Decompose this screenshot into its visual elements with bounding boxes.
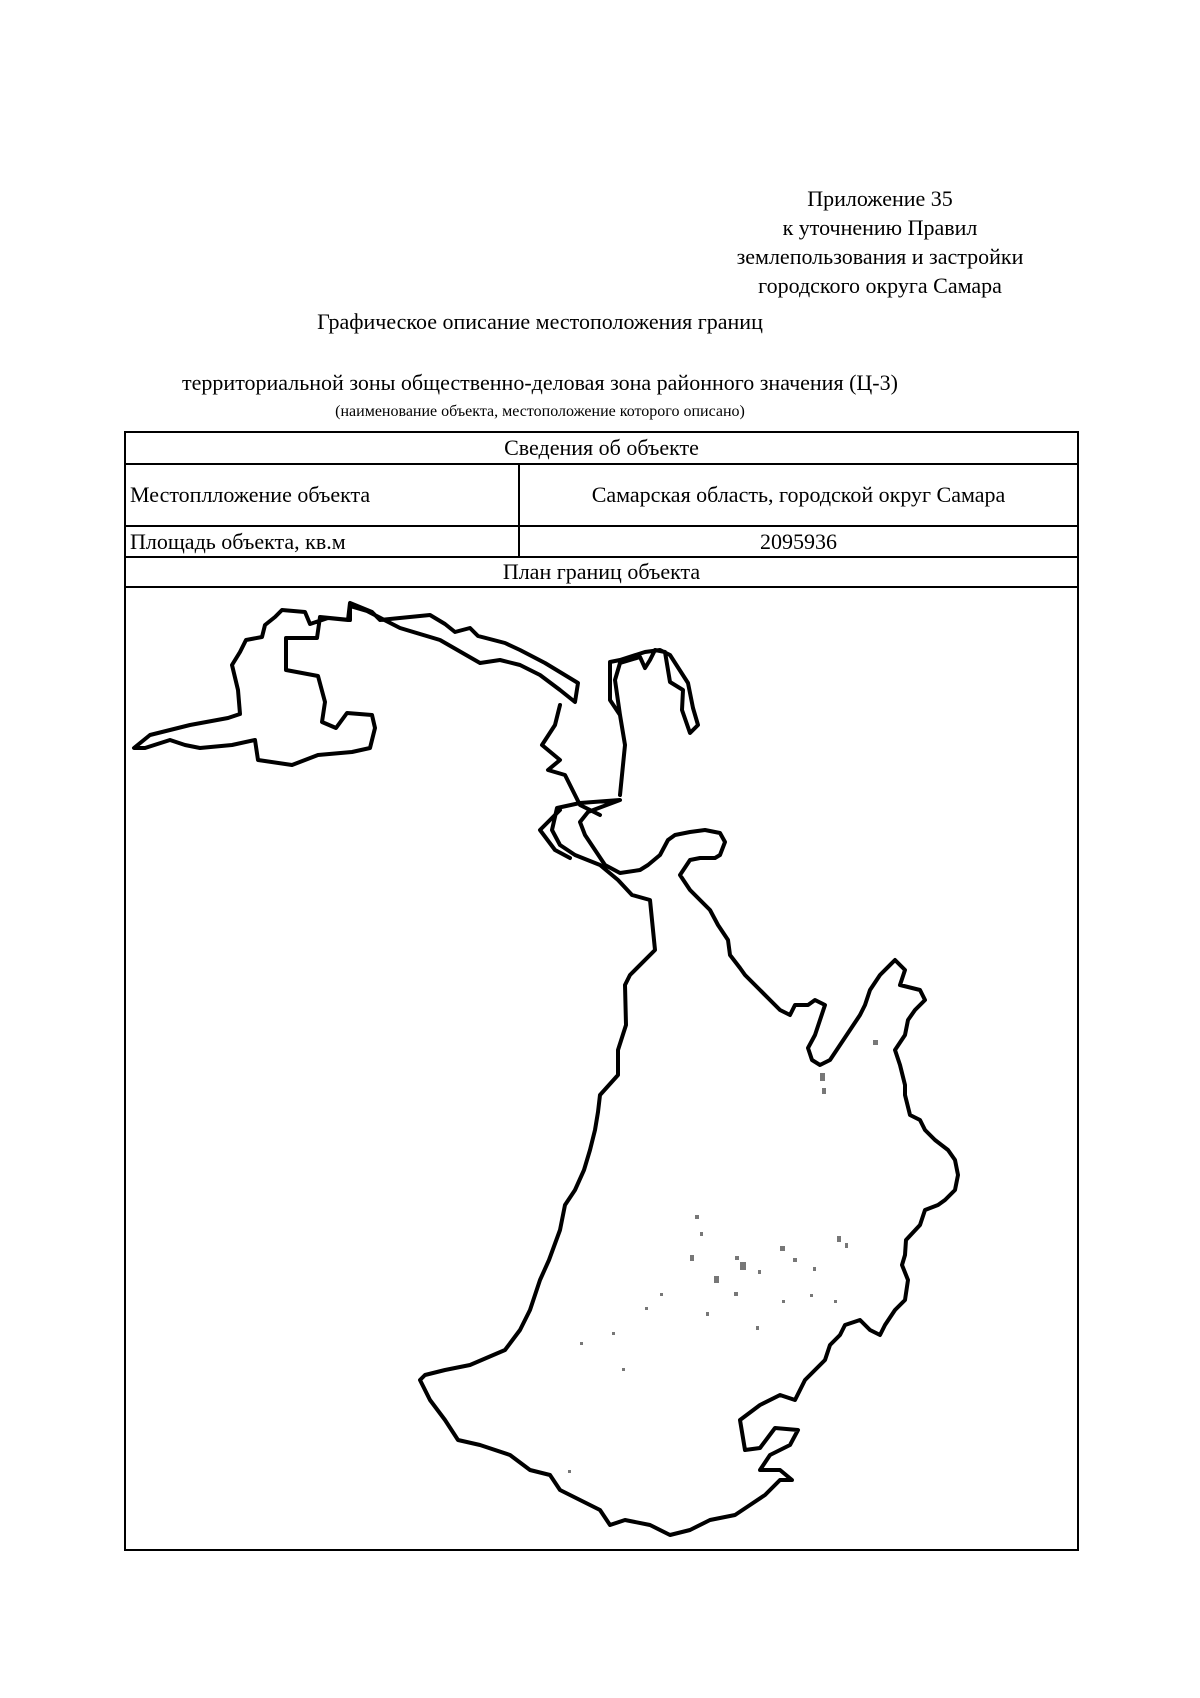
zone-fragments — [568, 1040, 878, 1473]
area-value: 2095936 — [760, 528, 837, 554]
location-value: Самарская область, городской округ Самара — [591, 482, 1006, 507]
area-label: Площадь объекта, кв.м — [130, 528, 346, 554]
appendix-line-2: к уточнению Правил — [782, 215, 978, 240]
location-label: Местоплложение объекта — [130, 482, 371, 507]
plan-header: План границ объекта — [502, 559, 701, 584]
object-caption: (наименование объекта, местоположение которого описано) — [335, 403, 745, 420]
appendix-line-3: землепользования и застройки — [736, 244, 1024, 269]
appendix-line-4: городского округа Самара — [758, 273, 1002, 298]
zone-boundary-northwest — [134, 603, 578, 765]
zone-boundary-main — [420, 800, 958, 1535]
zone-boundary-channel — [542, 705, 600, 815]
zone-boundary-northeast — [610, 650, 698, 795]
object-name: территориальной зоны общественно-деловая зона районного значения (Ц-3) — [182, 370, 898, 395]
document-title: Графическое описание местоположения границ — [317, 309, 763, 334]
appendix-line-1: Приложение 35 — [807, 186, 953, 211]
section-header: Сведения об объекте — [504, 435, 699, 460]
